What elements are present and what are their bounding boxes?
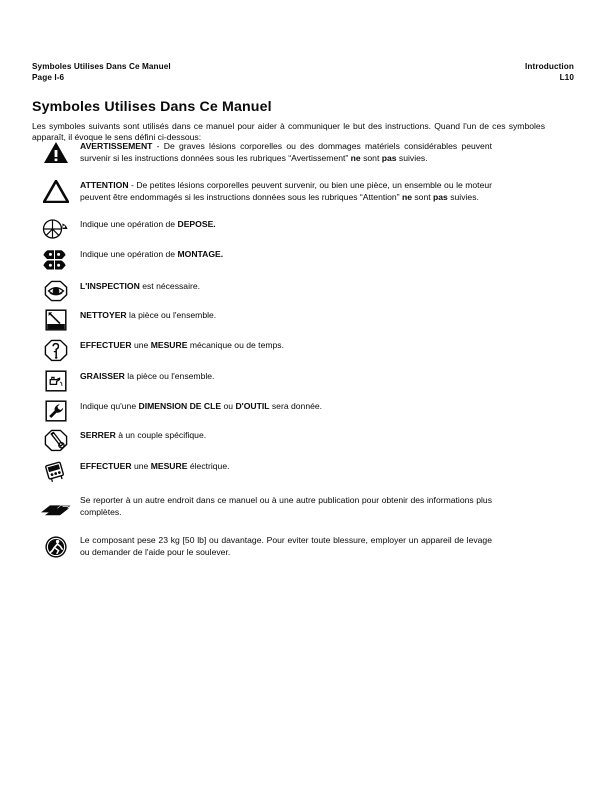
symbol-text-caution: ATTENTION - De petites lésions corporelles peuvent survenir, ou bien une pièce, un ensemble ou le moteur peuvent être endommagés si les instructions données sous les rubriques “Attention” ne sont pas suivies. <box>80 180 492 202</box>
symbol-definition-list <box>32 139 574 559</box>
running-head-document-code: L10 <box>559 73 574 83</box>
running-head-page-number: Page I-6 <box>32 73 65 83</box>
inspection-eye-icon <box>32 279 80 302</box>
torque-wrench-icon <box>32 428 80 452</box>
symbol-text-mechanical-measure: EFFECTUER une MESURE mécanique ou de temps. <box>80 340 284 351</box>
running-head-right <box>525 61 574 83</box>
symbol-row-electrical-measure <box>32 459 574 483</box>
symbol-row-mechanical-measure <box>32 338 574 362</box>
wrench-size-icon <box>32 399 80 422</box>
symbol-text-lubricate: GRAISSER la pièce ou l'ensemble. <box>80 371 215 382</box>
symbol-row-refer <box>32 493 574 519</box>
symbol-text-warning: AVERTISSEMENT - De graves lésions corporelles ou des dommages matériels considérables peuvent survenir si les instructions données sous les rubriques “Avertissement” ne sont pas suivies. <box>80 141 492 163</box>
symbol-text-heavy-lift: Le composant pese 23 kg [50 lb] ou davantage. Pour eviter toute blessure, employer un appareil de levage ou demander de l'aide pour le soulever. <box>80 535 492 557</box>
symbol-text-wrench-size: Indique qu'une DIMENSION DE CLE ou D'OUTIL sera donnée. <box>80 401 323 412</box>
symbol-text-refer: Se reporter à un autre endroit dans ce manuel ou à une autre publication pour obtenir des informations plus complètes. <box>80 495 492 517</box>
symbol-row-remove <box>32 217 574 240</box>
assemble-install-icon <box>32 247 80 272</box>
running-head-section-name: Introduction <box>525 62 574 71</box>
electrical-measure-icon <box>32 459 80 483</box>
page-title: Symboles Utilises Dans Ce Manuel <box>32 98 272 115</box>
symbol-row-heavy-lift <box>32 533 574 559</box>
symbol-text-inspection: L'INSPECTION est nécessaire. <box>80 281 201 292</box>
disassemble-remove-icon <box>32 217 80 240</box>
symbol-row-warning <box>32 139 574 164</box>
running-head-manual-title: Symboles Utilises Dans Ce Manuel <box>32 62 171 71</box>
symbol-row-install <box>32 247 574 272</box>
refer-to-pages-icon <box>32 493 80 519</box>
symbol-text-install: Indique une opération de MONTAGE. <box>80 249 224 260</box>
symbol-text-remove: Indique une opération de DEPOSE. <box>80 219 216 230</box>
lubricate-oilcan-icon <box>32 369 80 392</box>
symbol-row-torque <box>32 428 574 452</box>
symbol-text-clean: NETTOYER la pièce ou l'ensemble. <box>80 310 217 321</box>
clean-icon <box>32 308 80 331</box>
caution-triangle-outline-icon <box>32 178 80 203</box>
symbol-row-caution <box>32 178 574 203</box>
symbol-row-clean <box>32 308 574 331</box>
symbol-text-electrical-measure: EFFECTUER une MESURE électrique. <box>80 461 230 472</box>
mechanical-measure-icon <box>32 338 80 362</box>
heavy-lift-warning-icon <box>32 533 80 559</box>
symbol-text-torque: SERRER à un couple spécifique. <box>80 430 207 441</box>
symbol-row-lubricate <box>32 369 574 392</box>
intro-paragraph: Les symboles suivants sont utilisés dans ce manuel pour aider à communiquer le but des instructions. Quand l'un de ces symboles apparaît, il évoque le sens défini ci-dessous: <box>32 120 545 143</box>
running-head <box>32 61 574 83</box>
symbol-row-inspection <box>32 279 574 302</box>
symbol-row-wrench-size <box>32 399 574 422</box>
warning-triangle-filled-icon <box>32 139 80 164</box>
running-head-left <box>32 61 171 83</box>
